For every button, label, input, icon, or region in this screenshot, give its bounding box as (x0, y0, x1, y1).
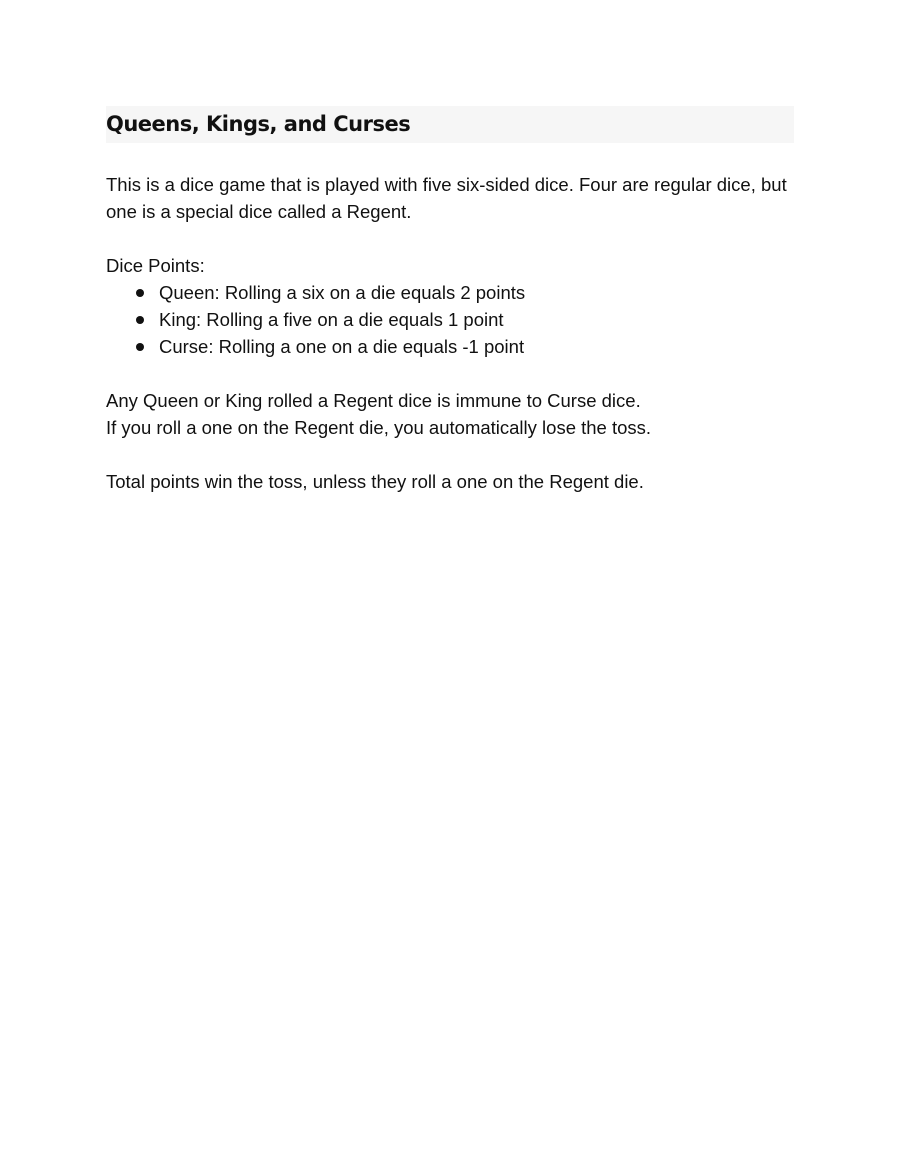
list-item (106, 333, 794, 360)
intro-paragraph: This is a dice game that is played with five six-sided dice. Four are regular dice, but one is a special dice called a Regent. (106, 174, 787, 222)
rules-block (106, 387, 794, 441)
bullet-icon (136, 289, 144, 297)
list-item-text: King: Rolling a five on a die equals 1 point (159, 309, 504, 330)
list-item (106, 279, 794, 306)
points-heading: Dice Points: (106, 255, 205, 276)
bullet-icon (136, 343, 144, 351)
win-condition: Total points win the toss, unless they roll a one on the Regent die. (106, 471, 644, 492)
list-item-text: Queen: Rolling a six on a die equals 2 points (159, 282, 526, 303)
list-item (106, 306, 794, 333)
list-item-text: Curse: Rolling a one on a die equals -1 point (159, 336, 525, 357)
document-page (106, 106, 794, 495)
points-list (106, 279, 794, 360)
bullet-icon (136, 316, 144, 324)
title-bar (106, 106, 794, 143)
rule-lose: If you roll a one on the Regent die, you automatically lose the toss. (106, 417, 652, 438)
rule-immune: Any Queen or King rolled a Regent dice is immune to Curse dice. (106, 390, 641, 411)
document-title: Queens, Kings, and Curses (106, 112, 411, 136)
